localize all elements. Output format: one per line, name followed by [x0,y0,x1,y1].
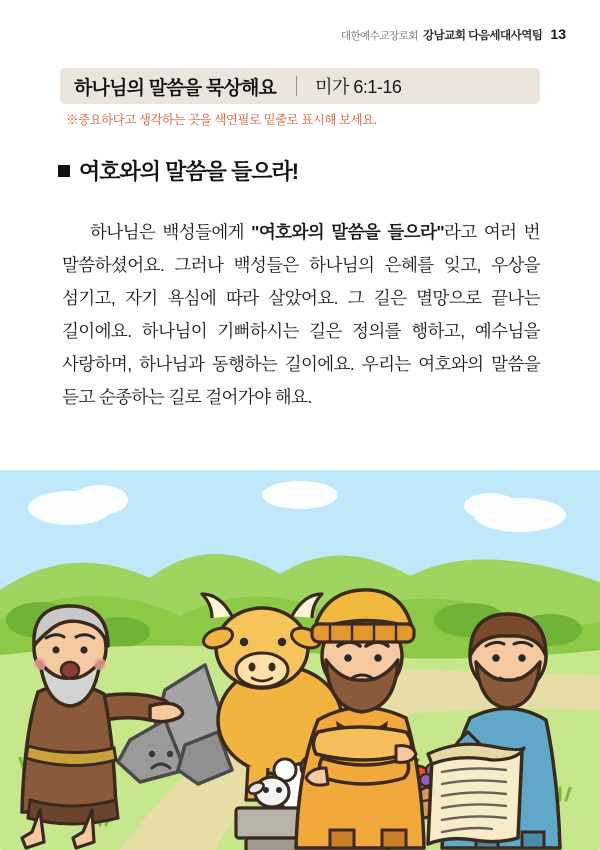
section-heading [58,155,298,186]
page-number: 13 [550,26,566,42]
scripture-reference: 미가 6:1-16 [315,77,402,97]
page-title: 하나님의 말씀을 묵상해요 [74,77,277,99]
section-heading-label: 여호와의 말씀을 들으라! [79,159,299,184]
square-bullet-icon [58,165,70,177]
page-header [341,26,566,43]
body-prefix: 하나님은 백성들에게 [90,221,252,242]
denomination-label: 대한예수교장로회 [340,30,419,42]
church-label: 강남교회 다음세대사역팀 [423,30,543,42]
lesson-title-bar [60,68,540,104]
body-quote: "여호와의 말씀을 들으라" [251,221,445,242]
lesson-illustration [0,470,600,850]
instruction-note: ※중요하다고 생각하는 곳을 색연필로 밑줄로 표시해 보세요. [66,113,377,127]
title-divider [296,76,297,96]
lesson-body-text [62,216,540,414]
body-suffix: 라고 여러 번 말씀하셨어요. 그러나 백성들은 하나님의 은혜를 잊고, 우상을 섬기고, 자기 욕심에 따라 살았어요. 그 길은 멸망으로 끝나는 길이에요. 하나님이 기뻐하시는 길은 정의를 행하고, 예수님을 사랑하며, 하나님과 동행하는 길이에요. 우리는 여호와의 말씀을 듣고 순종하는 길로 걸어가야 해요. [62,221,540,407]
